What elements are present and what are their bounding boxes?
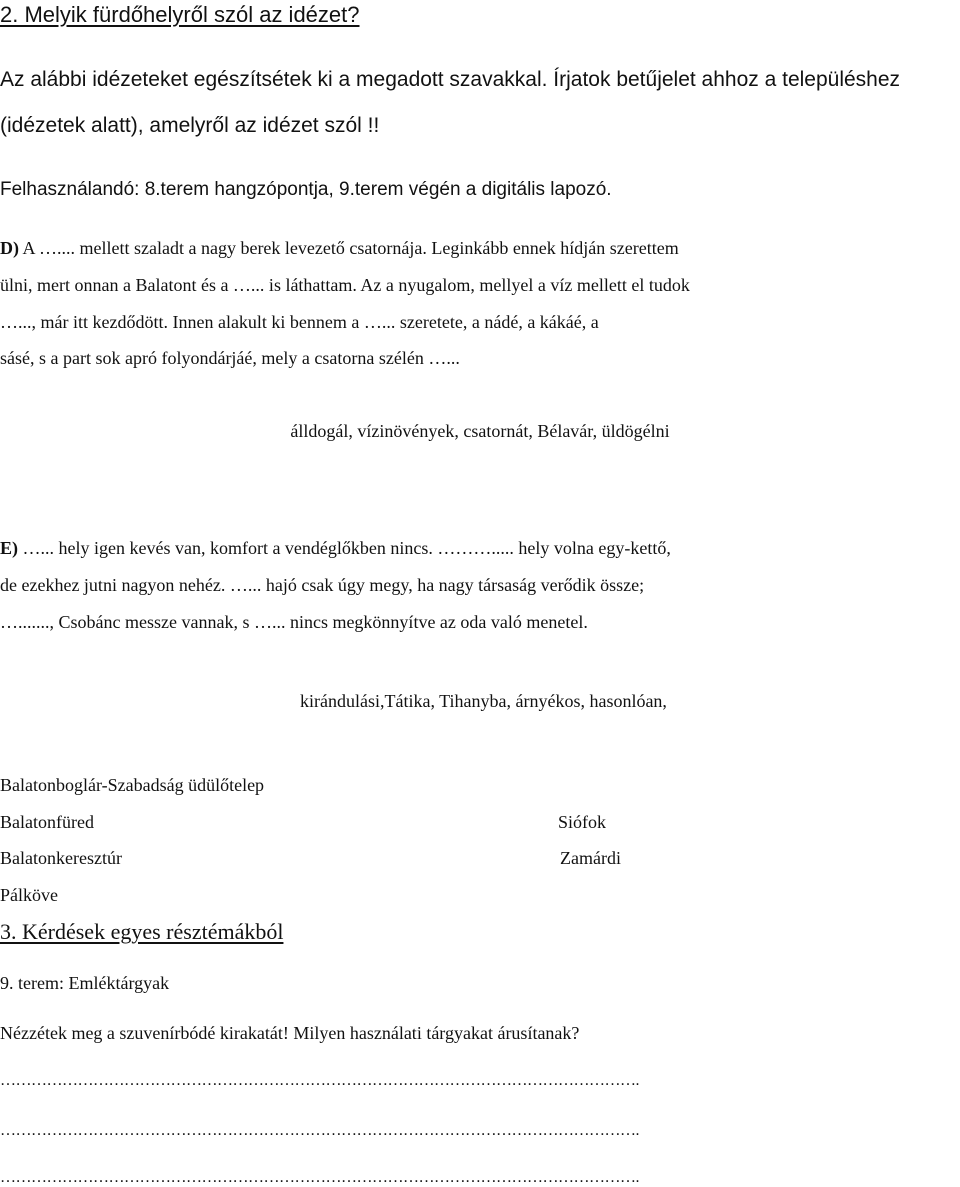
instruction-line-1: Az alábbi idézeteket egészítsétek ki a megadott szavakkal. Írjatok betűjelet ahhoz a településhez [0, 68, 901, 91]
quote-e-line-2: de ezekhez jutni nagyon nehéz. …... hajó csak úgy megy, ha nagy társaság verődik össze; [0, 575, 645, 595]
tools-note: Felhasználandó: 8.terem hangzópontja, 9.terem végén a digitális lapozó. [0, 179, 612, 200]
answer-line-2: ……………………………………………………………………………………………………………. [0, 1122, 639, 1139]
quote-e-line-1 [0, 538, 671, 559]
quote-e-text: …... hely igen kevés van, komfort a vendéglőkben nincs. ………..... hely volna egy-kettő, [18, 538, 671, 558]
section2-heading: 2. Melyik fürdőhelyről szól az idézet? [0, 2, 360, 27]
place-left-0: Balatonboglár-Szabadság üdülőtelep [0, 775, 265, 795]
room-label: 9. terem: Emléktárgyak [0, 973, 170, 993]
instruction-line-2: (idézetek alatt), amelyről az idézet szól !! [0, 114, 380, 137]
quote-d-line-3: …..., már itt kezdődött. Innen alakult ki bennem a …... szeretete, a nádé, a kákáé, a [0, 312, 599, 332]
place-left-2: Balatonkeresztúr [0, 848, 122, 868]
answer-line-1: ……………………………………………………………………………………………………………. [0, 1072, 639, 1089]
place-left-3: Pálköve [0, 885, 58, 905]
quote-e-line-3: …......., Csobánc messze vannak, s …... nincs megkönnyítve az oda való menetel. [0, 612, 588, 632]
question-text: Nézzétek meg a szuvenírbódé kirakatát! Milyen használati tárgyakat árusítanak? [0, 1023, 580, 1043]
quote-d-word-bank: álldogál, vízinövények, csatornát, Bélavár, üldögélni [290, 421, 670, 441]
place-right-0: Siófok [558, 812, 607, 832]
quote-d-letter: D) [0, 238, 19, 258]
answer-line-3: ……………………………………………………………………………………………………………. [0, 1169, 639, 1186]
quote-e-word-bank: kirándulási,Tátika, Tihanyba, árnyékos, hasonlóan, [300, 691, 667, 711]
quote-d-line-4: sásé, s a part sok apró folyondárjáé, mely a csatorna szélén …... [0, 348, 460, 368]
quote-d-text: A ….... mellett szaladt a nagy berek levezető csatornája. Leginkább ennek hídján szerettem [19, 238, 679, 258]
quote-d-line-2: ülni, mert onnan a Balatont és a …... is láthattam. Az a nyugalom, mellyel a víz mellett el tudok [0, 275, 690, 295]
quote-d-line-1 [0, 238, 679, 259]
section3-heading: 3. Kérdések egyes résztémákból [0, 919, 284, 944]
place-left-1: Balatonfüred [0, 812, 94, 832]
quote-e-letter: E) [0, 538, 18, 558]
place-right-1: Zamárdi [560, 848, 621, 868]
